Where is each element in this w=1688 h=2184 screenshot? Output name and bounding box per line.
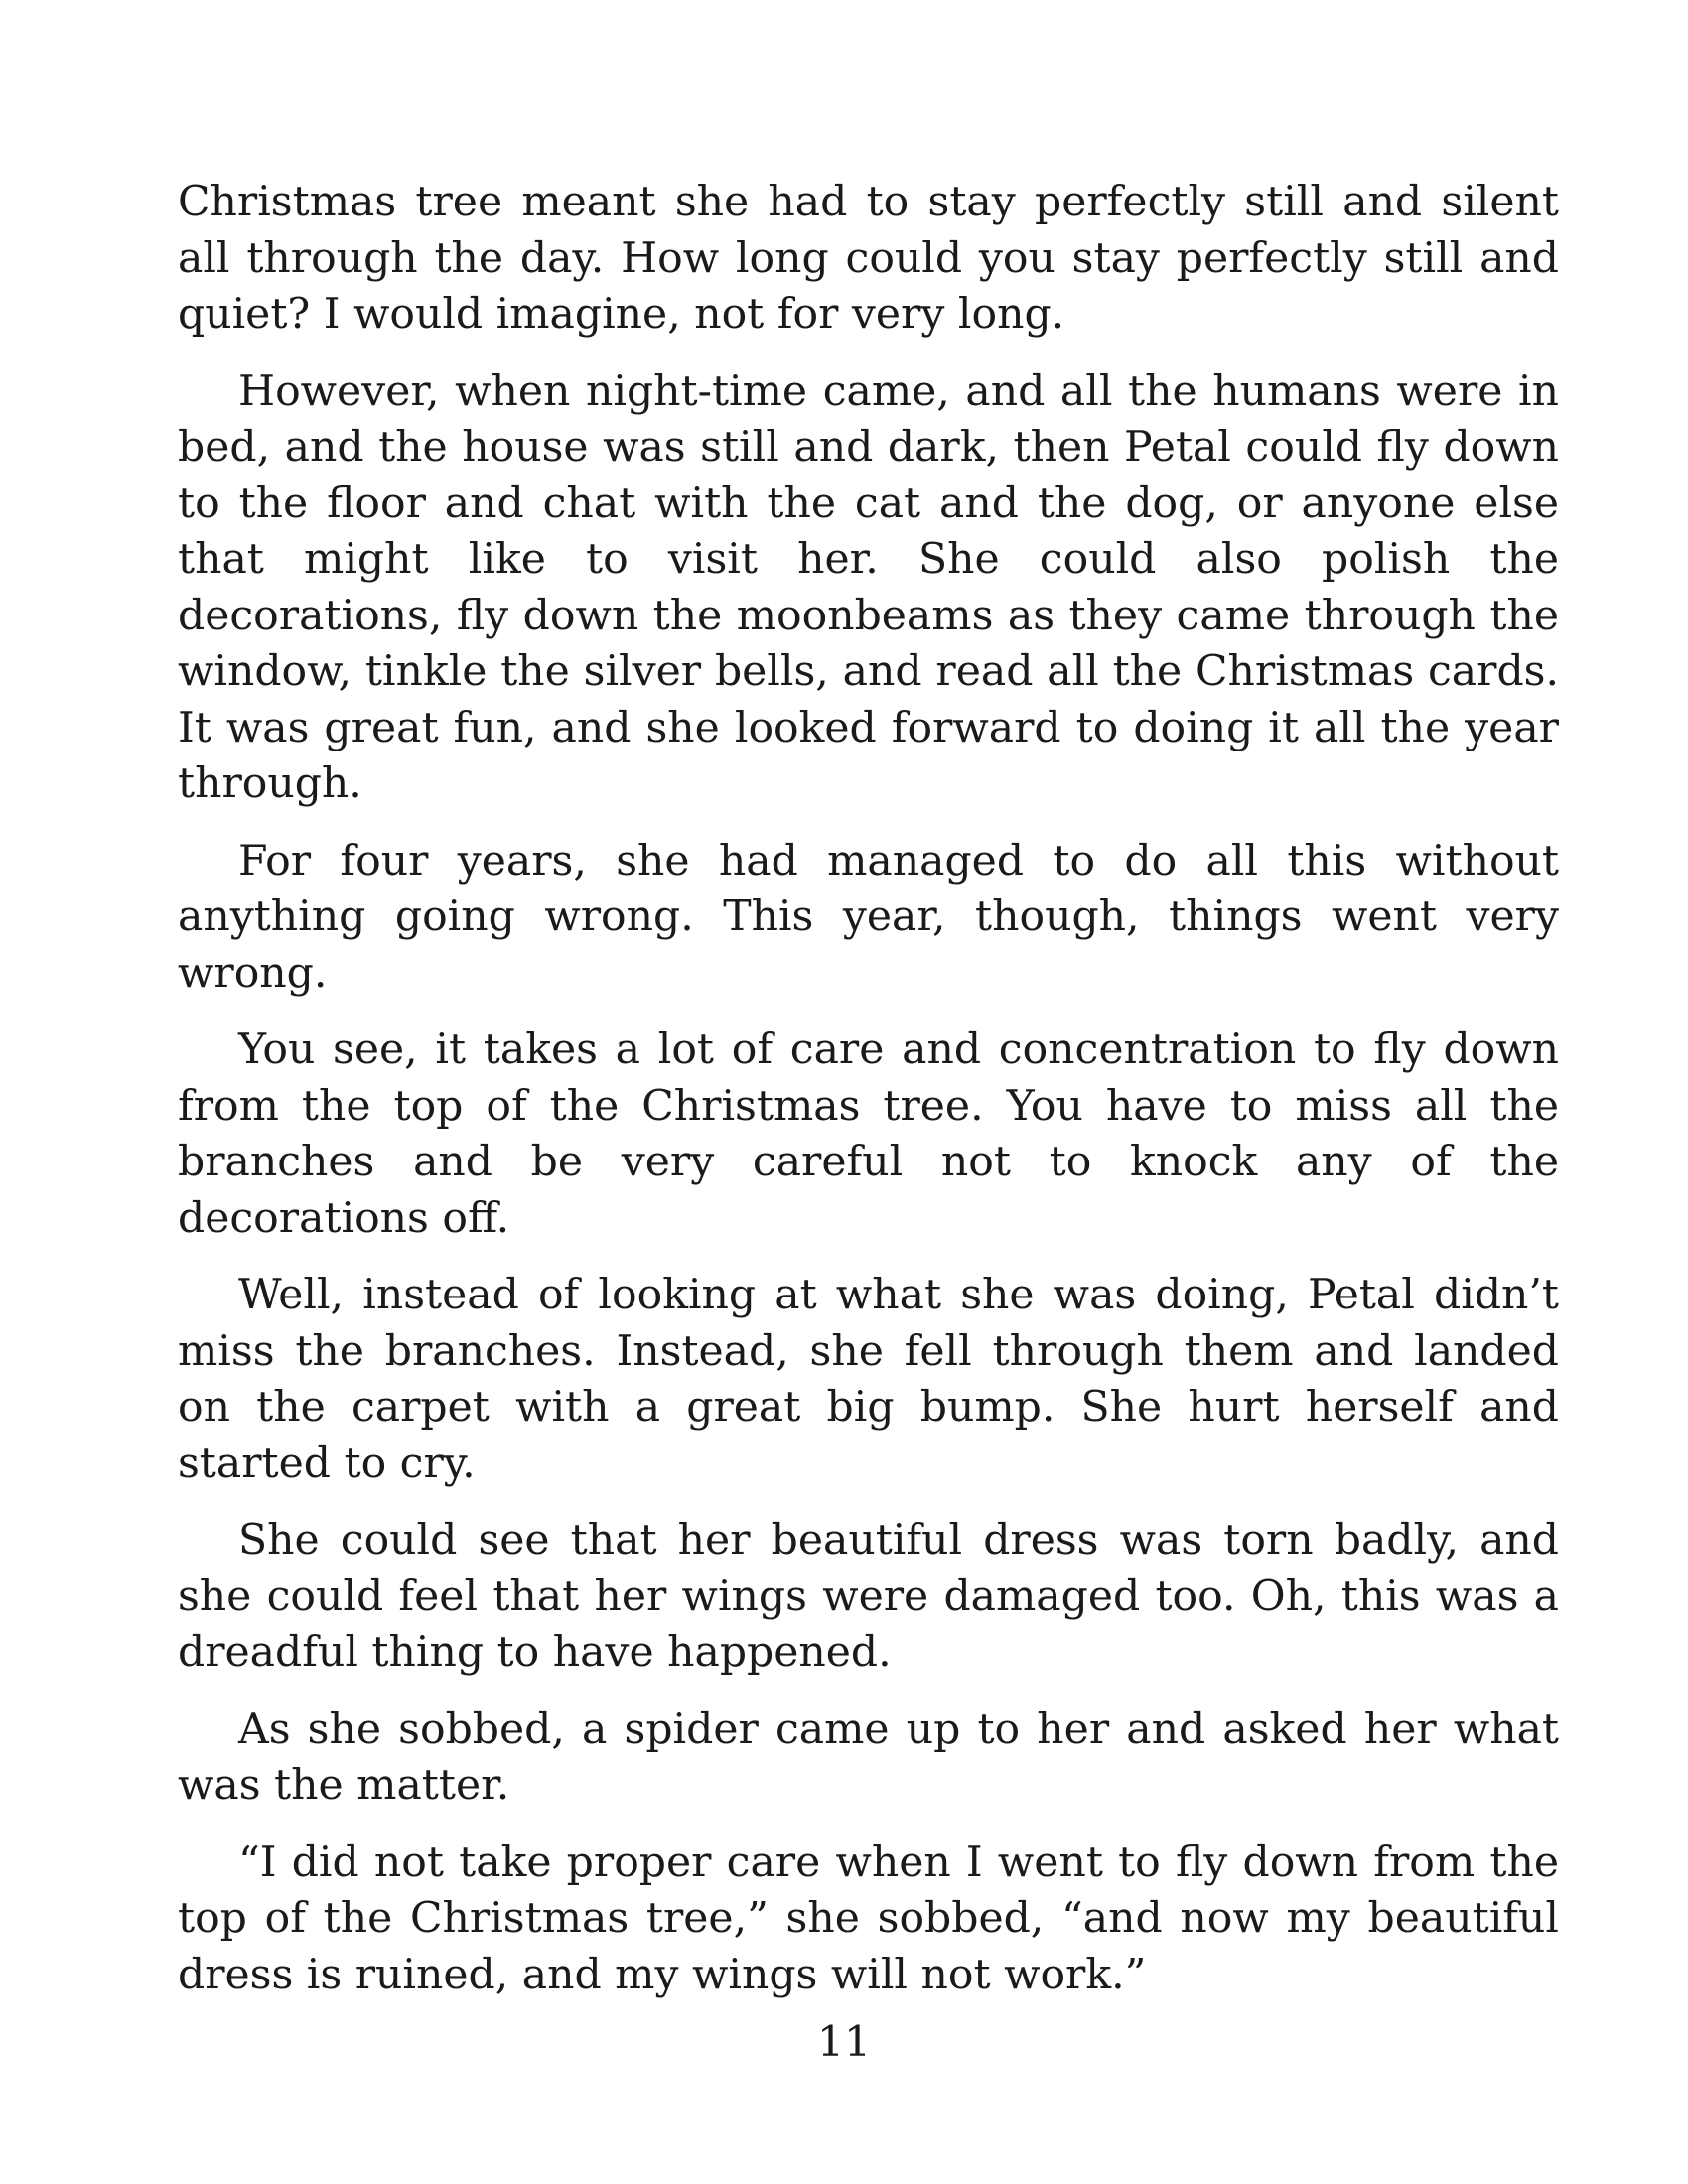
paragraph: Christmas tree meant she had to stay perfectly still and silent all through the day. How long could you stay perfectly still and quiet? I would imagine, not for very long. [178,178,1559,339]
paragraph: She could see that her beautiful dress was torn badly, and she could feel that her wings were damaged too. Oh, this was a dreadful thing to have happened. [178,1516,1559,1677]
paragraph: Well, instead of looking at what she was doing, Petal didn’t miss the branches. Instead, she fell through them and landed on the carpet with a great big bump. She hurt herself and started to cry. [178,1271,1559,1488]
paragraph: However, when night-time came, and all the humans were in bed, and the house was still and dark, then Petal could fly down to the floor and chat with the cat and the dog, or anyone else that might like to visit her. She could also polish the decorations, fly down the moonbeams as they came through the window, tinkle the silver bells, and read all the Christmas cards. It was great fun, and she looked forward to doing it all the year through. [178,366,1559,808]
paragraph: For four years, she had managed to do all this without anything going wrong. This year, though, things went very wrong. [178,836,1559,998]
paragraph: “I did not take proper care when I went to fly down from the top of the Christmas tree,” she sobbed, “and now my beautiful dress is ruined, and my wings will not work.” [178,1838,1559,1999]
paragraph: You see, it takes a lot of care and concentration to fly down from the top of the Christmas tree. You have to miss all the branches and be very careful not to knock any of the decorations off. [178,1025,1559,1243]
page-number: 11 [816,2018,872,2067]
page-body [178,175,1559,2024]
paragraph: As she sobbed, a spider came up to her and asked her what was the matter. [178,1705,1559,1810]
